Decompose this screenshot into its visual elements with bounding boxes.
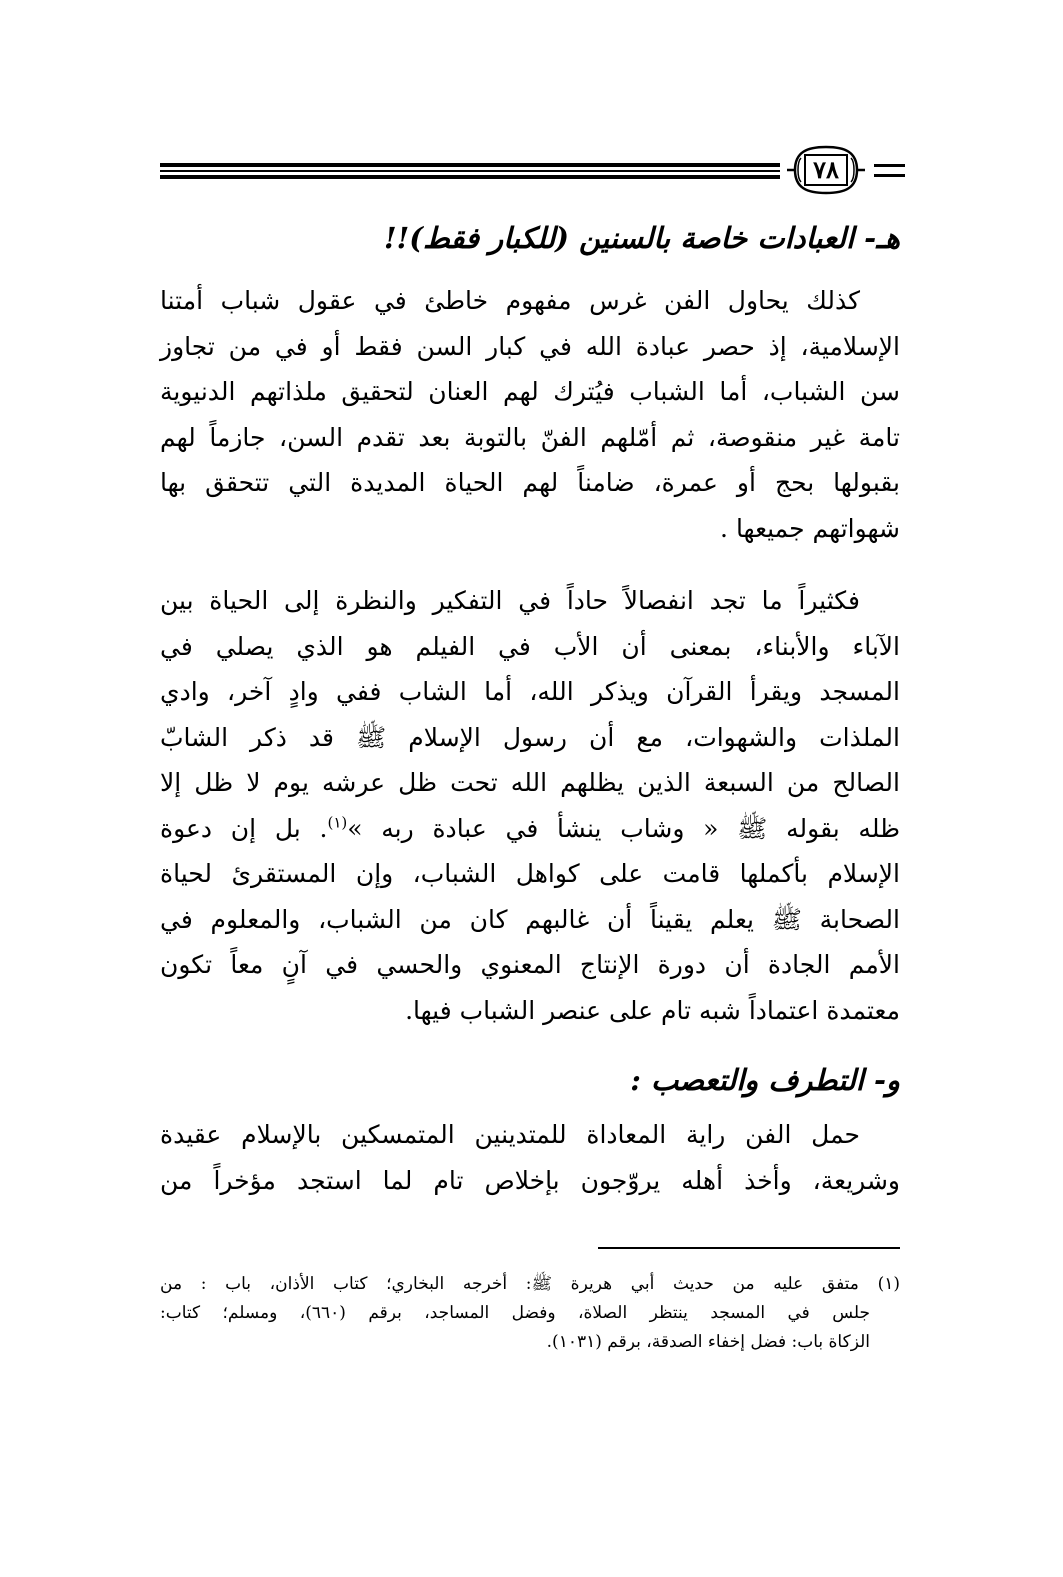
header-rule (160, 170, 780, 172)
section-heading-h-block (160, 218, 900, 258)
page-number: ٧٨ (813, 155, 839, 184)
text-line: الإسلامية، إذ حصر عبادة الله في كبار السن فقط أو في من تجاوز (160, 331, 900, 361)
text-line: وشريعة، وأخذ أهله يروّجون بإخلاص تام لما استجد مؤخراً من (160, 1165, 900, 1195)
paragraph (160, 1112, 900, 1203)
section-heading-w-block (160, 1060, 900, 1100)
text-line: سن الشباب، أما الشباب فيُترك لهم العنان لتحقيق ملذاتهم الدنيوية (160, 377, 900, 406)
text-line: معتمدة اعتماداً شبه تام على عنصر الشباب فيها. (405, 995, 900, 1025)
page-header (160, 140, 905, 200)
text-line-with-footnote (160, 806, 900, 852)
paragraph (160, 278, 900, 551)
section-heading: هـ- العبادات خاصة بالسنين (للكبار فقط)!! (383, 221, 900, 255)
text-line: تامة غير منقوصة، ثم أمّلهم الفنّ بالتوبة بعد تقدم السن، جازماً لهم (160, 422, 900, 452)
text-line: بقبولها بحج أو عمرة، ضامناً لهم الحياة المديدة التي تتحقق بها (160, 468, 900, 497)
section-heading: و- التطرف والتعصب : (630, 1063, 900, 1097)
footnote-line: الزكاة باب: فضل إخفاء الصدقة، برقم (١٠٣١). (546, 1332, 870, 1352)
text-line: الصحابة ﷺ يعلم يقيناً أن غالبهم كان من الشباب، والمعلوم في (160, 904, 900, 934)
text-line: المسجد ويقرأ القرآن ويذكر الله، أما الشاب ففي وادٍ آخر، وادي (160, 677, 900, 706)
text-line: كذلك يحاول الفن غرس مفهوم خاطئ في عقول شباب أمتنا (160, 286, 860, 315)
text-line: الملذات والشهوات، مع أن رسول الإسلام ﷺ قد ذكر الشابّ (160, 722, 900, 752)
text-line: الصالح من السبعة الذين يظلهم الله تحت ظل عرشه يوم لا ظل إلا (160, 768, 900, 797)
footnote-separator (598, 1247, 900, 1249)
footnote-reference[interactable]: (١) (327, 813, 348, 832)
text-line: شهواتهم جميعها . (720, 513, 900, 543)
text-segment: ظله بقوله ﷺ « وشاب ينشأ في عبادة ربه » (347, 813, 900, 843)
text-line: الأمم الجادة أن دورة الإنتاج المعنوي والحسي في آنٍ معاً تكون (160, 950, 900, 979)
page-number-ornament (785, 144, 867, 196)
paragraph (160, 578, 900, 1033)
text-line: الإسلام بأكملها قامت على كواهل الشباب، وإن المستقرئ لحياة (160, 859, 900, 888)
header-tail-rule (874, 174, 905, 177)
text-line: حمل الفن راية المعاداة للمتدينين المتمسكين بالإسلام عقيدة (160, 1120, 860, 1149)
footnote-line: (١) متفق عليه من حديث أبي هريرة ﷺ: أخرجه البخاري؛ كتاب الأذان، باب : من (160, 1274, 900, 1294)
text-segment: . بل إن دعوة (160, 813, 328, 843)
footnote-line: جلس في المسجد ينتظر الصلاة، وفضل المساجد، برقم (٦٦٠)، ومسلم؛ كتاب: (160, 1303, 871, 1323)
text-line: الآباء والأبناء، بمعنى أن الأب في الفيلم هو الذي يصلي في (160, 631, 900, 661)
header-rule (160, 163, 780, 167)
text-line: فكثيراً ما تجد انفصالاً حاداً في التفكير والنظرة إلى الحياة بين (160, 586, 860, 615)
header-rule (160, 175, 780, 179)
footnote (160, 1270, 900, 1357)
header-tail-rule (874, 164, 905, 167)
